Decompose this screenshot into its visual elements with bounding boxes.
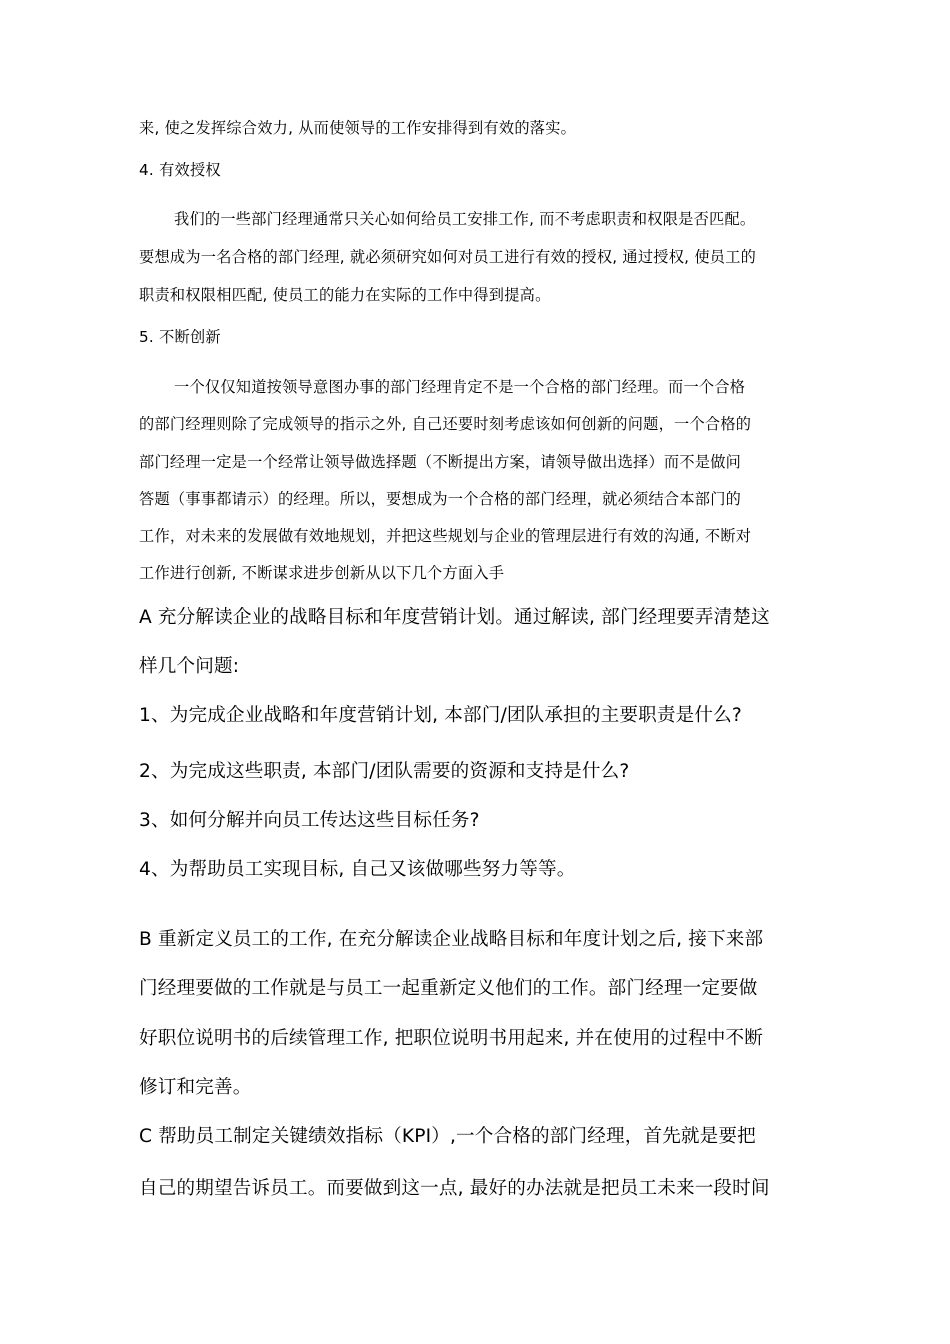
paragraph-line: B 重新定义员工的工作, 在充分解读企业战略目标和年度计划之后, 接下来部 (139, 929, 764, 950)
paragraph-line: 自己的期望告诉员工。而要做到这一点, 最好的办法就是把员工未来一段时间 (139, 1178, 770, 1199)
paragraph-line: A 充分解读企业的战略目标和年度营销计划。通过解读, 部门经理要弄清楚这 (139, 607, 770, 628)
paragraph-line: 好职位说明书的后续管理工作, 把职位说明书用起来, 并在使用的过程中不断 (139, 1028, 764, 1049)
paragraph-line: 职责和权限相匹配, 使员工的能力在实际的工作中得到提高。 (139, 286, 551, 304)
paragraph-line: 工作，对未来的发展做有效地规划，并把这些规划与企业的管理层进行有效的沟通, 不断对 (139, 527, 752, 545)
paragraph-line: 门经理要做的工作就是与员工一起重新定义他们的工作。部门经理一定要做 (139, 978, 758, 999)
list-item: 4、为帮助员工实现目标, 自己又该做哪些努力等等。 (139, 859, 576, 880)
paragraph-line: C 帮助员工制定关键绩效指标（KPI）,一个合格的部门经理，首先就是要把 (139, 1126, 756, 1147)
paragraph-line: 要想成为一名合格的部门经理, 就必须研究如何对员工进行有效的授权, 通过授权, 使员工的 (139, 248, 757, 266)
section-heading: 5. 不断创新 (139, 328, 221, 346)
paragraph-line: 样几个问题: (139, 656, 240, 677)
paragraph-line: 工作进行创新, 不断谋求进步创新从以下几个方面入手 (139, 564, 505, 582)
paragraph-line: 来, 使之发挥综合效力, 从而使领导的工作安排得到有效的落实。 (139, 119, 577, 137)
paragraph-line: 部门经理一定是一个经常让领导做选择题（不断提出方案，请领导做出选择）而不是做问 (139, 453, 742, 471)
section-heading: 4. 有效授权 (139, 161, 221, 179)
paragraph-line: 的部门经理则除了完成领导的指示之外, 自己还要时刻考虑该如何创新的问题，一个合格的 (139, 415, 752, 433)
list-item: 2、为完成这些职责, 本部门/团队需要的资源和支持是什么? (139, 761, 630, 782)
list-item: 1、为完成企业战略和年度营销计划, 本部门/团队承担的主要职责是什么? (139, 705, 742, 726)
paragraph-line: 一个仅仅知道按领导意图办事的部门经理肯定不是一个合格的部门经理。而一个合格 (174, 378, 746, 396)
list-item: 3、如何分解并向员工传达这些目标任务? (139, 810, 480, 831)
paragraph-line: 我们的一些部门经理通常只关心如何给员工安排工作, 而不考虑职责和权限是否匹配。 (174, 210, 756, 228)
paragraph-line: 修订和完善。 (139, 1077, 252, 1098)
paragraph-line: 答题（事事都请示）的经理。所以，要想成为一个合格的部门经理，就必须结合本部门的 (139, 490, 742, 508)
